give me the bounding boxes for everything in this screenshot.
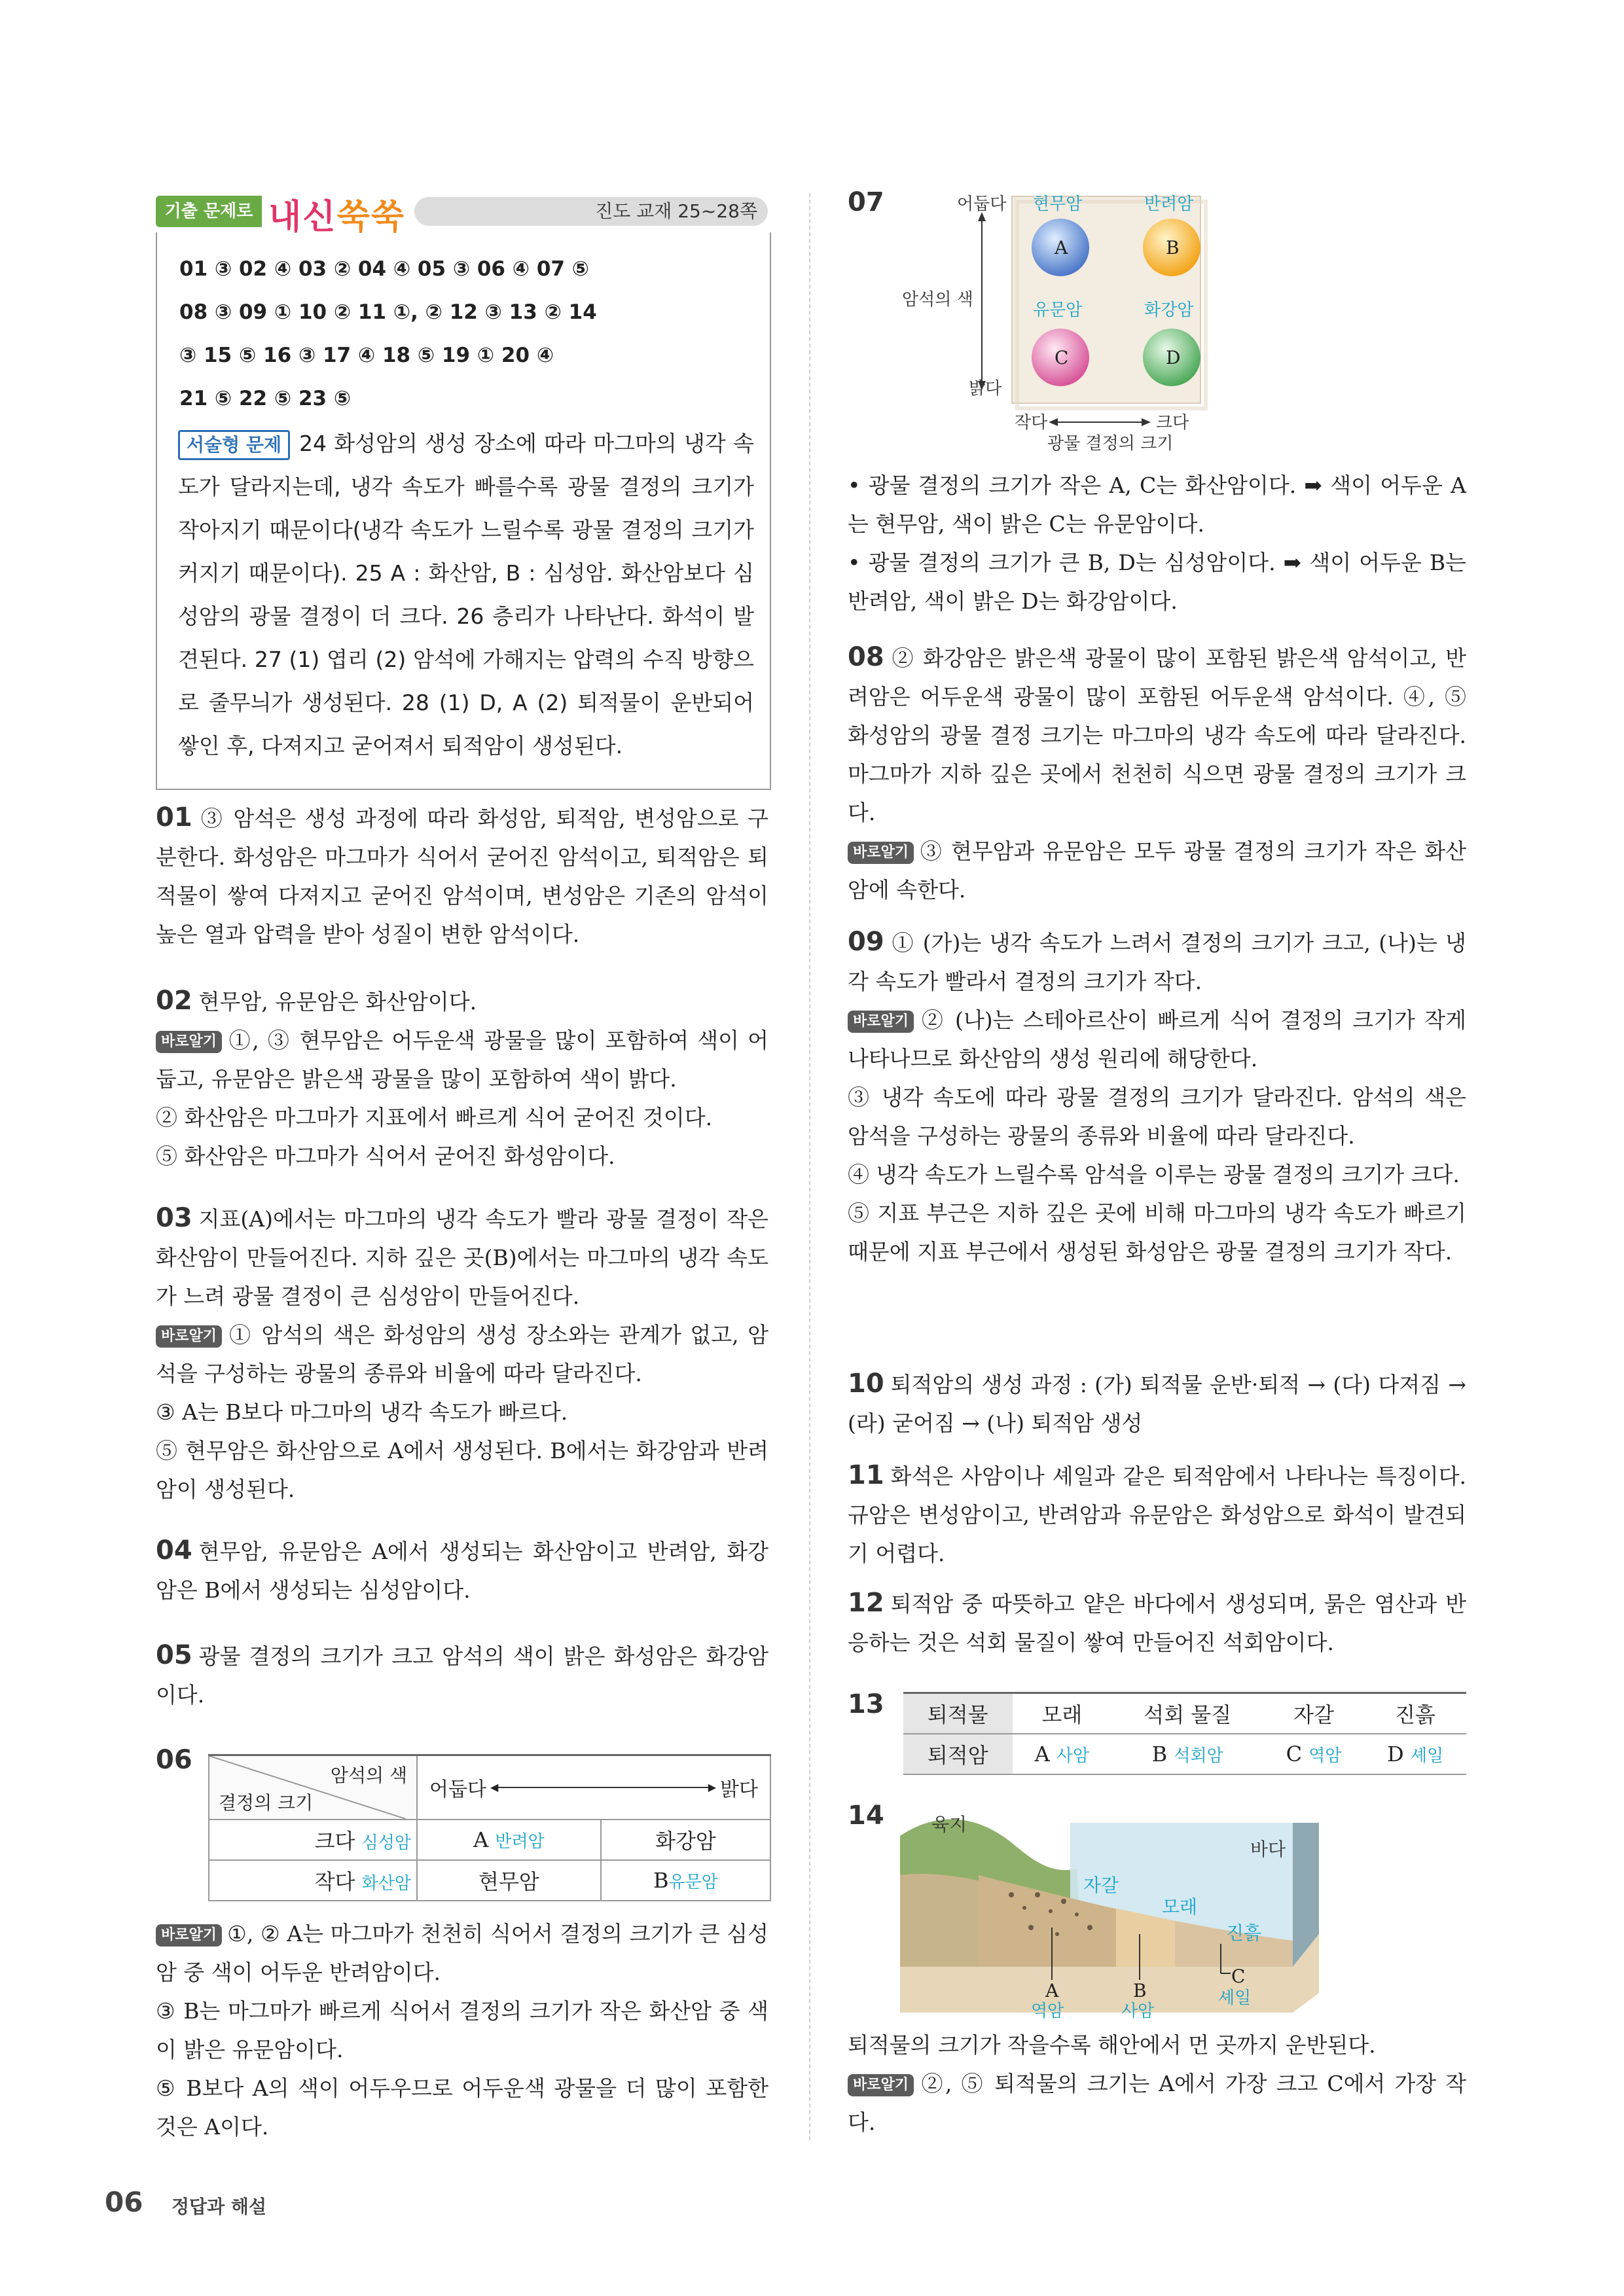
answer-row: 01 ③ 02 ④ 03 ② 04 ④ 05 ③ 06 ④ 07 ⑤ xyxy=(179,257,590,281)
essay-answers: 서술형 문제 24 화성암의 생성 장소에 따라 마그마의 냉각 속도가 달라지는데, 냉각 속도가 빠를수록 광물 결정의 크기가 작아지기 때문이다(냉각 속도가 느릴수록 광물 결정의 크기가 커지기 때문이다). 25 A : 화산암, B : 심성암. 화산암보다 심성암의 광물 결정이 더 크다. 26 층리가 나타난다. 화석이 발견된다. 27 (1) 엽리 (2) 암석에 가해지는 압력의 수직 방향으로 줄무늬가 생성된다. 28 (1) D, A (2) 퇴적물이 운반되어 쌓인 후, 다져지고 굳어져서 퇴적암이 생성된다. xyxy=(178,431,754,759)
q14-number: 14 xyxy=(848,1801,884,1831)
rock-b: 사암 xyxy=(1121,2001,1155,2019)
q14-explanation: 퇴적물의 크기가 작을수록 해안에서 먼 곳까지 운반된다. 바로알기 ②, ⑤ 퇴적물의 크기는 A에서 가장 크고 C에서 가장 작다. xyxy=(848,2032,1466,2135)
mark-a: A xyxy=(1055,237,1068,259)
fix-badge: 바로알기 xyxy=(848,2074,914,2096)
cell-limestone: B 석회암 xyxy=(1111,1734,1263,1774)
mark-c: C xyxy=(1231,1965,1246,1987)
th-sediment: 퇴적물 xyxy=(903,1693,1013,1734)
q09-explanation: 09 ① (가)는 냉각 속도가 느려서 결정의 크기가 크고, (나)는 냉각 속도가 빨라서 결정의 크기가 작다. 바로알기 ② (나)는 스테아르산이 빠르게 식어 결정의 크기가 작게 나타나므로 화산암의 생성 원리에 해당한다. ③ 냉각 속도에 따라 광물 결정의 크기가 달라진다. 암석의 색은 암석을 구성하는 광물의 종류와 비율에 따라 달라진다. ④ 냉각 속도가 느릴수록 암석을 이루는 광물 결정의 크기가 크다. ⑤ 지표 부근은 지하 깊은 곳에 비해 마그마의 냉각 속도가 빠르기 때문에 지표 부근에서 생성된 화성암은 광물 결정의 크기가 작다. xyxy=(848,927,1466,1265)
label-gravel: 자갈 xyxy=(1083,1874,1119,1896)
mark-a: A xyxy=(1045,1980,1059,2001)
q05-explanation: 05 광물 결정의 크기가 크고 암석의 색이 밝은 화성암은 화강암이다. xyxy=(156,1640,768,1708)
cell-shale: D 셰일 xyxy=(1364,1734,1466,1774)
th-sand: 모래 xyxy=(1013,1693,1112,1734)
name-d: 화강암 xyxy=(1144,300,1194,320)
label-small: 작다 xyxy=(1015,413,1048,433)
footer-label: 정답과 해설 xyxy=(171,2196,266,2217)
th-lime: 석회 물질 xyxy=(1111,1693,1263,1734)
color-axis-header: 어둡다 ◀ ▶ 밝다 xyxy=(417,1755,770,1820)
q07-figure xyxy=(897,190,1237,465)
q03-explanation: 03 지표(A)에서는 마그마의 냉각 속도가 빨라 광물 결정이 작은 화산암이 만들어진다. 지하 깊은 곳(B)에서는 마그마의 냉각 속도가 느려 광물 결정이 큰 심성암이 만들어진다. 바로알기 ① 암석의 색은 화성암의 생성 장소와는 관계가 없고, 암석을 구성하는 광물의 종류와 비율에 따라 달라진다. ③ A는 B보다 마그마의 냉각 속도가 빠르다. ⑤ 현무암은 화산암으로 A에서 생성된다. B에서는 화강암과 반려암이 생성된다. xyxy=(156,1203,768,1502)
label-sea: 바다 xyxy=(1250,1839,1286,1860)
name-b: 반려암 xyxy=(1144,194,1194,214)
column-divider xyxy=(809,193,810,2140)
th-mud: 진흙 xyxy=(1364,1693,1466,1734)
cell-sandstone: A 사암 xyxy=(1013,1734,1112,1774)
table-diagonal-header: 암석의 색 결정의 크기 xyxy=(209,1755,417,1820)
answer-row: 21 ⑤ 22 ⑤ 23 ⑤ xyxy=(179,387,352,410)
q08-explanation: 08 ② 화강암은 밝은색 광물이 많이 포함된 밝은색 암석이고, 반려암은 어두운색 광물이 많이 포함된 어두운색 암석이다. ④, ⑤ 화성암의 광물 결정 크기는 마그마의 냉각 속도에 따라 달라진다. 마그마가 지하 깊은 곳에서 천천히 식으면 광물 결정의 크기가 크다. 바로알기 ③ 현무암과 유문암은 모두 광물 결정의 크기가 작은 화산암에 속한다. xyxy=(848,642,1466,903)
fix-badge: 바로알기 xyxy=(156,1031,222,1053)
fix-badge: 바로알기 xyxy=(156,1325,222,1348)
label-land: 육지 xyxy=(931,1814,967,1835)
q04-explanation: 04 현무암, 유문암은 A에서 생성되는 화산암이고 반려암, 화강암은 B에서 생성되는 심성암이다. xyxy=(156,1535,768,1603)
answer-row: ③ 15 ⑤ 16 ③ 17 ④ 18 ⑤ 19 ① 20 ④ xyxy=(179,344,554,367)
name-c: 유문암 xyxy=(1033,300,1083,320)
label-mud: 진흙 xyxy=(1226,1922,1262,1944)
header-ref: 진도 교재 25~28쪽 xyxy=(595,200,757,222)
label-big: 크다 xyxy=(1156,413,1189,433)
cell-granite: 화강암 xyxy=(601,1820,770,1860)
rock-a: 역암 xyxy=(1031,2001,1064,2019)
fix-badge: 바로알기 xyxy=(848,1011,914,1033)
cell-conglomerate: C 역암 xyxy=(1263,1734,1364,1774)
answer-key-box xyxy=(156,232,771,790)
q07-number: 07 xyxy=(848,187,884,217)
th-gravel: 자갈 xyxy=(1263,1693,1364,1734)
th-rock: 퇴적암 xyxy=(903,1734,1013,1774)
q13-table xyxy=(903,1692,1466,1775)
name-a: 현무암 xyxy=(1033,194,1083,214)
q12-explanation: 12 퇴적암 중 따뜻하고 얕은 바다에서 생성되며, 묽은 염산과 반응하는 것은 석회 물질이 쌓여 만들어진 석회암이다. xyxy=(848,1588,1466,1655)
header-bar xyxy=(414,197,768,226)
mark-b: B xyxy=(1133,1980,1147,2001)
rock-c: 셰일 xyxy=(1218,1988,1252,2008)
mark-d: D xyxy=(1166,347,1181,368)
essay-badge: 서술형 문제 xyxy=(178,430,290,460)
row-small: 작다 화산암 xyxy=(209,1860,417,1901)
page-number: 06 xyxy=(105,2186,143,2218)
x-label: 광물 결정의 크기 xyxy=(1047,434,1174,454)
cell-b: B유문암 xyxy=(601,1860,770,1901)
mark-b: B xyxy=(1166,237,1180,259)
cell-basalt: 현무암 xyxy=(417,1860,601,1901)
fix-badge: 바로알기 xyxy=(156,1924,222,1946)
q06-fix: 바로알기 ①, ② A는 마그마가 천천히 식어서 결정의 크기가 큰 심성암 중 색이 어두운 반려암이다. ③ B는 마그마가 빠르게 식어서 결정의 크기가 작은 화산암 중 색이 밝은 유문암이다. ⑤ B보다 A의 색이 어두우므로 어두운색 광물을 더 많이 포함한 것은 A이다. xyxy=(156,1921,768,2140)
answer-row: 08 ③ 09 ① 10 ② 11 ①, ② 12 ③ 13 ② 14 xyxy=(179,300,597,324)
q06-table xyxy=(208,1754,771,1901)
mark-c: C xyxy=(1055,347,1069,368)
label-sand: 모래 xyxy=(1162,1896,1198,1918)
header-tag: 기출 문제로 xyxy=(156,196,262,227)
header-title: 내신쑥쑥 xyxy=(268,198,405,237)
q07-explanation: • 광물 결정의 크기가 작은 A, C는 화산암이다. ➡ 색이 어두운 A는 현무암, 색이 밝은 C는 유문암이다. • 광물 결정의 크기가 큰 B, D는 심성암이다. ➡ 색이 어두운 B는 반려암, 색이 밝은 D는 화강암이다. xyxy=(848,473,1466,614)
label-dark: 어둡다 xyxy=(957,194,1007,214)
q11-explanation: 11 화석은 사암이나 셰일과 같은 퇴적암에서 나타나는 특징이다. 규암은 변성암이고, 반려암과 유문암은 화성암으로 화석이 발견되기 어렵다. xyxy=(848,1460,1466,1566)
q10-explanation: 10 퇴적암의 생성 과정 : (가) 퇴적물 운반·퇴적 → (다) 다져짐 → (라) 굳어짐 → (나) 퇴적암 생성 xyxy=(848,1369,1466,1436)
row-large: 크다 심성암 xyxy=(209,1820,417,1860)
q14-figure xyxy=(900,1797,1319,2019)
y-label: 암석의 색 xyxy=(902,290,973,310)
q06-number: 06 xyxy=(156,1745,192,1775)
fix-badge: 바로알기 xyxy=(848,842,914,864)
q02-explanation: 02 현무암, 유문암은 화산암이다. 바로알기 ①, ③ 현무암은 어두운색 광물을 많이 포함하여 색이 어둡고, 유문암은 밝은색 광물을 많이 포함하여 색이 밝다. ② 화산암은 마그마가 지표에서 빠르게 식어 굳어진 것이다. ⑤ 화산암은 마그마가 식어서 굳어진 화성암이다. xyxy=(156,986,768,1169)
label-bright: 밝다 xyxy=(969,379,1002,399)
q13-number: 13 xyxy=(848,1689,884,1719)
q01-explanation: 01 ③ 암석은 생성 과정에 따라 화성암, 퇴적암, 변성암으로 구분한다. 화성암은 마그마가 식어서 굳어진 암석이고, 퇴적암은 퇴적물이 쌓여 다져지고 굳어진 암석이며, 변성암은 기존의 암석이 높은 열과 압력을 받아 성질이 변한 암석이다. xyxy=(156,802,768,947)
cell-a: A 반려암 xyxy=(417,1820,601,1860)
answer-key-header xyxy=(156,193,770,237)
